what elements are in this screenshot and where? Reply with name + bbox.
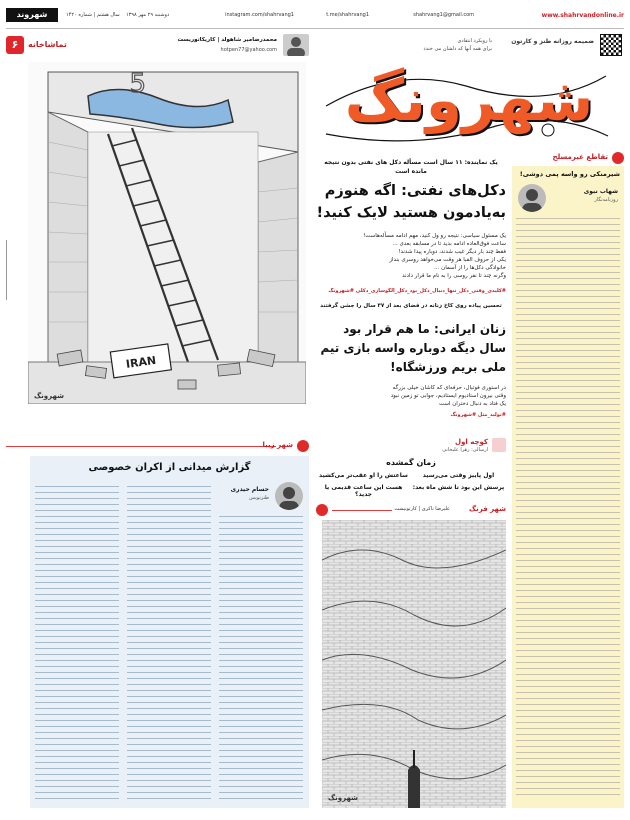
site-url[interactable]: www.shahrvandonline.ir	[541, 12, 624, 19]
avatar-silhouette-icon	[283, 34, 309, 56]
shahr-ziba-author-photo	[275, 482, 303, 510]
cartoonist-email[interactable]: hotpen77@yahoo.com	[220, 47, 277, 53]
main-story-kicker: یک نماینده: ۱۱ سال است مسأله دکل های نفتی بدون نتیجه مانده است	[324, 159, 498, 175]
main-bullet-6: وگرنه چند تا نفر روسی را به نام ما قرار دادند	[402, 273, 506, 279]
poem-box	[316, 438, 506, 498]
shahr-ziba-author-name: حسام حیدری	[230, 486, 269, 493]
shahr-ziba-column-1	[219, 516, 303, 802]
date-label: دوشنبه ۲۹ مهر ۱۳۹۸	[126, 12, 170, 18]
second-story-bullets	[316, 384, 506, 408]
instagram-label: instagram.com/shahrvang1	[225, 12, 294, 18]
second-bullet-2: وقتی بیرون استادیوم ایستادیم، جوابی تو زمین نبود	[390, 393, 506, 399]
shahrvand-logo: شهروند	[6, 8, 58, 22]
shahr-ziba-headline: گزارش میدانی از اکران خصوصی	[88, 462, 251, 473]
cartoon-digit: 5	[129, 69, 146, 99]
qr-code-icon[interactable]	[600, 34, 622, 56]
top-bar	[6, 8, 624, 28]
shahr-ziba-column-2	[127, 486, 211, 802]
right-section-title: تقاطع غیرمسلح	[552, 153, 608, 161]
masthead-logo: شهرونگ	[344, 66, 594, 134]
main-story-tags[interactable]: #کلیدی_وقتی_دکل_تنها_دنبال_دکل_بود_دکل_الگوسازی_دکلی #شهرونگ	[328, 288, 506, 294]
camera-icon	[316, 504, 328, 516]
poem-line-2-b: هست این ساعت قدیمی یا جدید؟	[324, 484, 403, 498]
shahr-ziba-header	[6, 440, 309, 452]
main-story-bullets	[316, 232, 506, 280]
shahr-farang-rule	[332, 510, 392, 511]
second-story-kicker: تحسین پیاده روی کاخ زنانه در فضای بعد از ۳۷ سال را جشن گرفتند	[320, 303, 502, 309]
poem-title: زمان گمشده	[386, 458, 436, 467]
poem-icon	[492, 438, 506, 452]
poem-section-title: کوچه اول	[454, 438, 488, 446]
main-cartoon	[28, 62, 306, 404]
brick-wall-illustration	[322, 520, 506, 808]
shahr-farang-artist: علیرضا ناکری | کارتونیست	[394, 506, 450, 512]
shahr-ziba-title: شهر زیبا	[262, 441, 293, 449]
left-section-header	[6, 34, 309, 58]
second-bullet-3: یک فتاد به دنبال دختران است	[438, 401, 506, 407]
cartoonist-credit: محمدرضامیر شاهولد | کاریکاتوریست	[177, 37, 277, 43]
right-column-panel	[512, 166, 624, 808]
flower-icon	[297, 440, 309, 452]
left-edge-mark	[6, 240, 18, 300]
main-story-headline: دکل‌های نفتی: اگه هنوزم به‌یادمون هستید لایک کنید!	[316, 183, 506, 221]
shahr-farang-title: شهر فرنگ	[468, 505, 506, 513]
email-label: shahrvang1@gmail.com	[413, 12, 474, 18]
main-bullet-2: ساعت فوق‌العاده ادامه بدید تا در مسابقه بعدی ...	[392, 241, 506, 247]
masthead-subtitle: ضمیمه روزانه طنز و کارتون	[511, 38, 594, 45]
shahr-ziba-rule	[6, 446, 276, 447]
right-author-name: شهاب نبوی	[583, 188, 618, 195]
cartoon-signature: شهرونگ	[34, 392, 65, 400]
crossing-icon	[612, 152, 624, 164]
cartoon-illustration	[28, 62, 306, 404]
shahr-ziba-panel	[30, 456, 309, 808]
shahr-farang-header	[316, 504, 506, 516]
poem-line-2-a: پرسش این بود تا شش ماه بعد:	[412, 484, 505, 491]
poem-line-1-a: اول پاییز وقتی می‌رسید	[422, 472, 495, 479]
telegram-label: t.me/shahrvang1	[326, 12, 369, 18]
page-number: ۶	[11, 38, 19, 51]
main-bullet-5: خانوادگی دکل‌ها را از آسمان ...	[434, 265, 506, 271]
masthead	[316, 30, 622, 154]
poem-line-1-b: ساعتش را او عقب‌تر می‌کشید	[319, 472, 408, 479]
right-column-body	[516, 218, 620, 800]
second-story	[316, 302, 506, 432]
second-story-tags[interactable]: #تولید_مثل #شهرونگ	[450, 412, 506, 418]
right-author-role: روزنامه‌نگار	[594, 197, 618, 203]
page-number-badge	[6, 36, 24, 54]
main-bullet-4: یکی از حروف الفبا هر وقت می‌خواهد روسری بنداز	[389, 257, 506, 263]
shahr-farang-cartoon	[322, 520, 506, 808]
edition-label: سال هشتم | شماره ۱۴۲۰	[66, 12, 120, 18]
main-bullet-3: فقط چند بار دیگر غیب شدند، دوباره پیدا شدند!	[398, 249, 506, 255]
masthead-tagline-2: برای همه آنها که دلشان می خندد	[423, 46, 492, 52]
author-silhouette-icon	[275, 482, 303, 510]
right-author-photo	[518, 184, 546, 212]
right-column-headline: شیرمنکی رو واسه پمی دوشی!	[519, 170, 620, 178]
cartoonist-avatar	[283, 34, 309, 56]
poem-author: ارسالی: زهرا علیخانی	[442, 447, 488, 453]
masthead-tagline-1: با رویکرد انتقادی	[457, 38, 492, 44]
shahr-farang-signature: شهرونگ	[328, 794, 359, 802]
second-story-headline: زنان ایرانی: ما هم قرار بود سال دیگه دوباره واسه بازی تیم ملی بریم ورزشگاه!	[320, 322, 506, 374]
cartoon-word: IRAN	[125, 353, 157, 371]
second-bullet-1: در استوری فوتبال، حرفه‌ای که کاشان خیلی بزرگه	[392, 385, 506, 391]
shahr-ziba-column-3	[35, 486, 119, 802]
section-title-tamashakhaneh: تماشاخانه	[28, 40, 67, 49]
author-silhouette-icon	[518, 184, 546, 212]
main-bullet-1: یک مسئول سیاسی: نتیجه رو ول کنید، مهم ادامه مسأله‌هاست!	[363, 233, 506, 239]
shahr-ziba-author-role: طنزنویس	[249, 495, 269, 501]
main-story	[316, 158, 506, 298]
top-divider	[6, 28, 624, 29]
right-section-header	[512, 152, 624, 164]
